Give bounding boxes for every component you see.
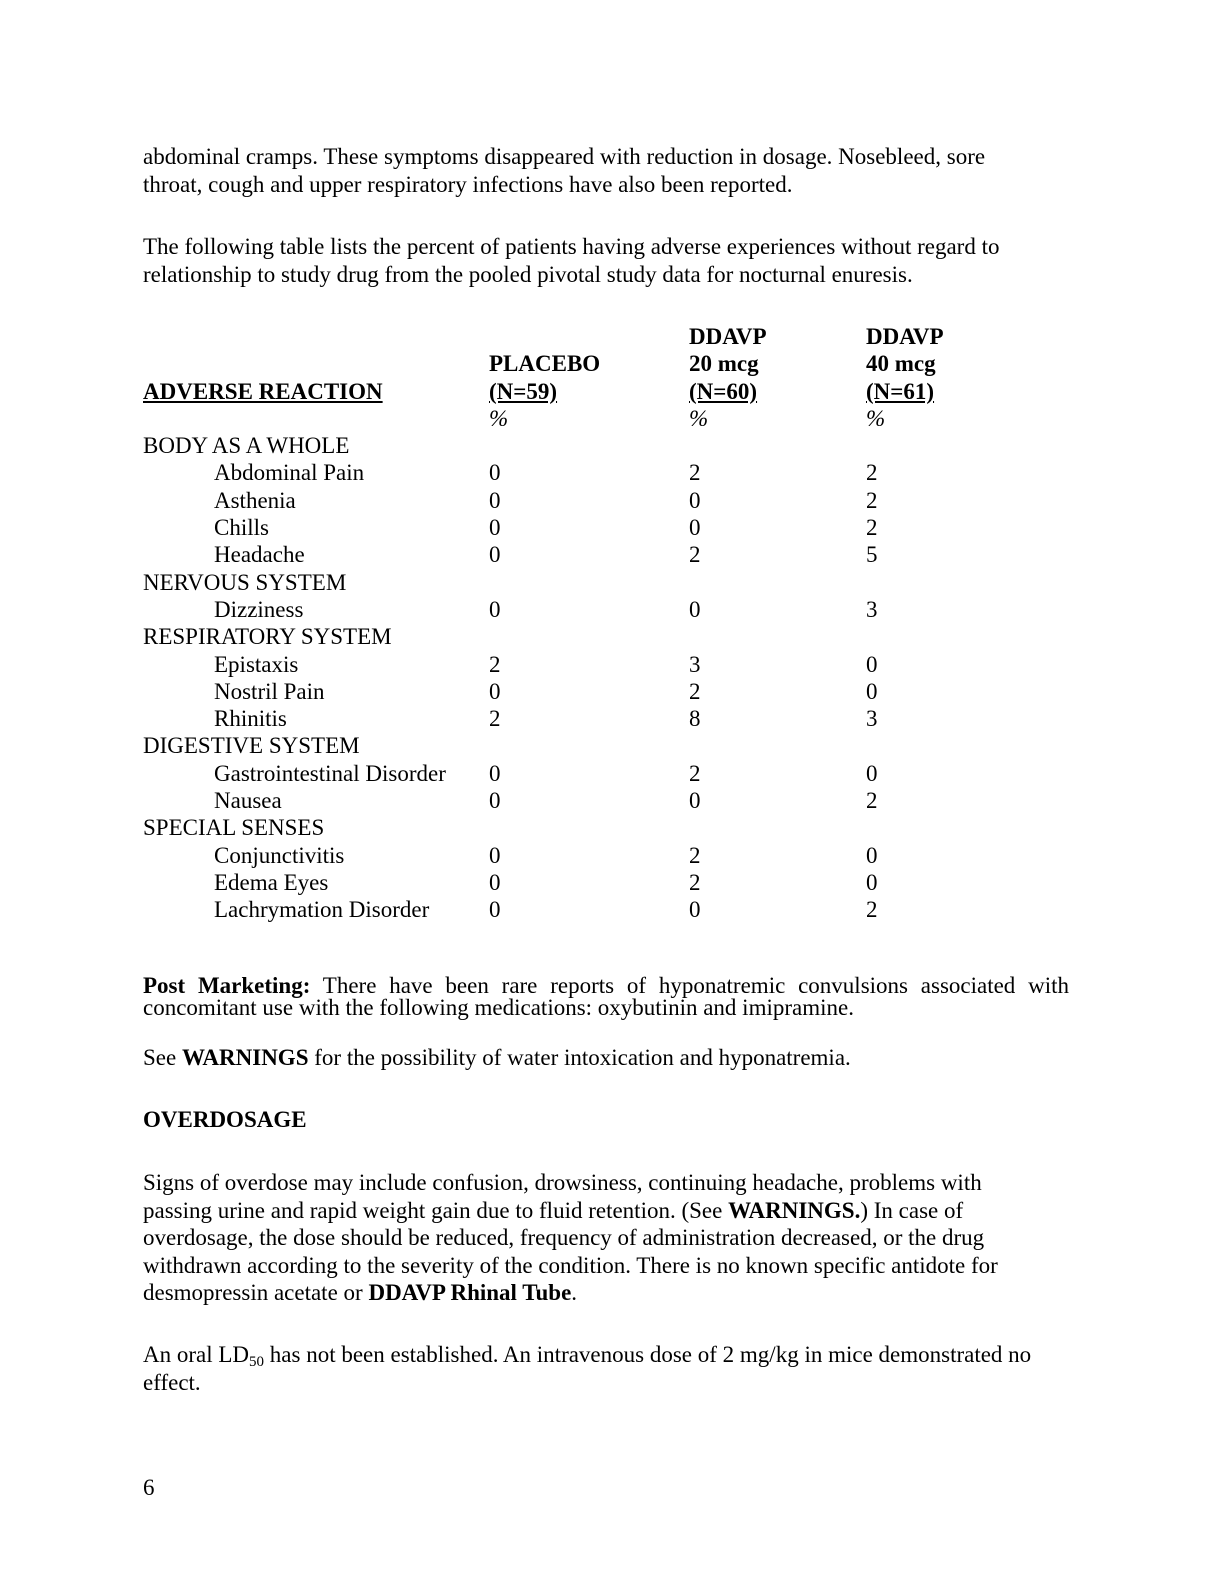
see-warnings-post: for the possibility of water intoxication and hyponatremia. (308, 1045, 851, 1070)
reaction-label: Epistaxis (214, 651, 299, 677)
ddavp40-value: 2 (866, 515, 878, 541)
adverse-reaction-header: ADVERSE REACTION (143, 378, 383, 404)
reaction-label: Edema Eyes (214, 869, 329, 895)
category-label: NERVOUS SYSTEM (143, 569, 347, 595)
ddavp20-value: 2 (689, 869, 701, 895)
table-row (143, 705, 986, 732)
ddavp40-value: 0 (866, 869, 878, 895)
placebo-value: 0 (489, 678, 501, 704)
overdosage-p2-a: An oral LD (143, 1342, 250, 1367)
overdosage-heading-text: OVERDOSAGE (143, 1107, 307, 1132)
ddavp40-value: 3 (866, 596, 878, 622)
ddavp40-value: 2 (866, 788, 878, 814)
ddavp20-value: 0 (689, 487, 701, 513)
ddavp40-value: 5 (866, 542, 878, 568)
ddavp20-value: 2 (689, 842, 701, 868)
ddavp40-value: 3 (866, 706, 878, 732)
category-row (143, 732, 986, 759)
overdosage-p1-warnings: WARNINGS. (728, 1197, 861, 1223)
table-header-row-2 (143, 350, 986, 377)
ddavp40-value: 2 (866, 487, 878, 513)
reaction-label: Lachrymation Disorder (214, 897, 430, 923)
see-warnings-pre: See (143, 1045, 182, 1070)
ddavp20-name: DDAVP (689, 324, 767, 349)
ddavp20-value: 8 (689, 706, 701, 732)
placebo-value: 0 (489, 596, 501, 622)
overdosage-paragraph-2 (143, 1341, 1069, 1396)
table-row (143, 787, 986, 814)
reaction-label: Nostril Pain (214, 678, 325, 704)
ddavp40-unit: % (866, 405, 886, 431)
ddavp20-value: 0 (689, 897, 701, 923)
category-label: DIGESTIVE SYSTEM (143, 733, 360, 759)
ddavp20-value: 0 (689, 515, 701, 541)
placebo-unit: % (489, 405, 509, 431)
adverse-reaction-table (143, 323, 986, 924)
ddavp40-value: 0 (866, 678, 878, 704)
table-header-row-3 (143, 378, 986, 405)
category-row (143, 623, 986, 650)
ddavp20-dose: 20 mcg (689, 351, 759, 377)
table-header-row-1 (143, 323, 986, 350)
table-row (143, 869, 986, 896)
category-label: RESPIRATORY SYSTEM (143, 624, 392, 650)
category-row (143, 432, 986, 459)
ddavp40-value: 0 (866, 842, 878, 868)
placebo-value: 0 (489, 869, 501, 895)
ddavp40-value: 2 (866, 460, 878, 486)
post-marketing-text: There have been rare reports of hyponatremic convulsions associated with concomitant use with the following medications: oxybutinin and imipramine. (143, 973, 1070, 1020)
overdosage-p1-a: Signs of overdose may include confusion, drowsiness, continuing headache, problems with passing urine and rapid weight gain due to fluid retention. (See (143, 1170, 982, 1223)
ddavp20-n: (N=60) (689, 378, 758, 404)
ld-subscript: 50 (249, 1354, 265, 1370)
category-row (143, 569, 986, 596)
table-row (143, 487, 986, 514)
overdosage-p1-c: ) In case of overdosage, the dose should be reduced, frequency of administration decreased, or the drug withdrawn according to the severity of the condition. There is no known specific antidote for desmopressin acetate or (143, 1197, 998, 1305)
placebo-value: 0 (489, 460, 501, 486)
reaction-label: Dizziness (214, 596, 304, 622)
placebo-value: 0 (489, 760, 501, 786)
category-label: SPECIAL SENSES (143, 815, 325, 841)
post-marketing-label: Post Marketing: (143, 973, 311, 998)
placebo-value: 0 (489, 842, 501, 868)
reaction-label: Gastrointestinal Disorder (214, 760, 446, 786)
reaction-label: Headache (214, 542, 305, 568)
reaction-label: Abdominal Pain (214, 460, 365, 486)
ddavp20-value: 2 (689, 760, 701, 786)
ddavp40-name: DDAVP (866, 324, 944, 349)
table-row (143, 541, 986, 568)
placebo-value: 0 (489, 515, 501, 541)
overdosage-paragraph-1 (143, 1169, 1043, 1307)
overdosage-p2-b: has not been established. An intravenous dose of 2 mg/kg in mice demonstrated no effect. (143, 1342, 1032, 1395)
ddavp20-value: 0 (689, 788, 701, 814)
ddavp40-value: 0 (866, 651, 878, 677)
ddavp20-value: 3 (689, 651, 701, 677)
placebo-value: 0 (489, 542, 501, 568)
reaction-label: Asthenia (214, 487, 296, 513)
ddavp20-value: 2 (689, 542, 701, 568)
placebo-name: PLACEBO (489, 351, 601, 377)
table-row (143, 596, 986, 623)
placebo-value: 0 (489, 897, 501, 923)
placebo-value: 0 (489, 788, 501, 814)
table-row (143, 651, 986, 678)
category-label: BODY AS A WHOLE (143, 433, 350, 459)
ddavp20-value: 2 (689, 678, 701, 704)
ddavp40-value: 2 (866, 897, 878, 923)
overdosage-p1-e: . (571, 1280, 578, 1305)
table-row (143, 842, 986, 869)
ddavp40-dose: 40 mcg (866, 351, 936, 377)
overdosage-heading (143, 1106, 307, 1134)
placebo-value: 2 (489, 706, 501, 732)
ddavp40-value: 0 (866, 760, 878, 786)
placebo-value: 2 (489, 651, 501, 677)
intro-paragraph-2: The following table lists the percent of patients having adverse experiences without regard to relationship to study drug from the pooled pivotal study data for nocturnal enuresis. (143, 234, 1000, 287)
reaction-label: Chills (214, 515, 269, 541)
ddavp20-value: 0 (689, 596, 701, 622)
reaction-label: Conjunctivitis (214, 842, 345, 868)
intro-paragraph-1: abdominal cramps. These symptoms disappeared with reduction in dosage. Nosebleed, sore throat, cough and upper respiratory infections have also been reported. (143, 144, 986, 197)
see-warnings-bold: WARNINGS (181, 1045, 309, 1070)
reaction-label: Nausea (214, 788, 282, 814)
ddavp20-unit: % (689, 405, 709, 431)
table-header-row-4 (143, 405, 986, 432)
ddavp20-value: 2 (689, 460, 701, 486)
table-row (143, 514, 986, 541)
ddavp40-n: (N=61) (866, 378, 935, 404)
category-row (143, 814, 986, 841)
table-row (143, 760, 986, 787)
table-row (143, 459, 986, 486)
reaction-label: Rhinitis (214, 706, 287, 732)
table-row (143, 896, 986, 923)
see-warnings-paragraph (143, 1044, 1043, 1072)
page-number: 6 (143, 1475, 155, 1500)
table-row (143, 678, 986, 705)
post-marketing-paragraph (143, 975, 1069, 1019)
placebo-value: 0 (489, 487, 501, 513)
overdosage-p1-product: DDAVP Rhinal Tube (368, 1280, 572, 1305)
placebo-n: (N=59) (489, 378, 558, 404)
